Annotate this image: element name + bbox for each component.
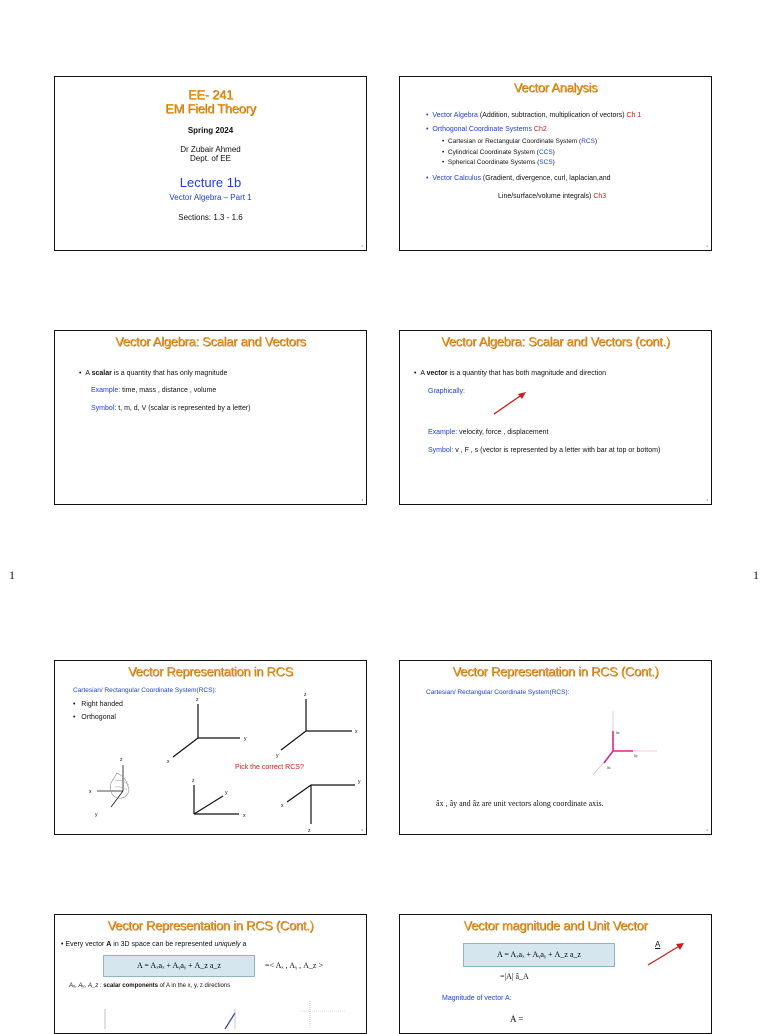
text: A <box>420 370 427 377</box>
bullet-orthogonal: • Orthogonal <box>73 714 116 721</box>
equation: A = Aₓaₓ + Aᵧaᵧ + A_z a_z <box>497 950 581 959</box>
slide-1 <box>54 76 367 251</box>
axes-option-3 <box>192 778 246 819</box>
axis-label: x <box>89 789 92 795</box>
slide-8 <box>399 914 712 1034</box>
vector-A-label: A <box>655 940 661 949</box>
axis-label: z <box>304 692 307 698</box>
axis-label: x <box>355 729 358 735</box>
chapter: Ch2 <box>533 126 547 133</box>
bullet-vector-calculus-line2 <box>498 193 606 200</box>
text: Orthogonal <box>81 714 116 721</box>
vector-A: A <box>106 941 112 948</box>
vector-arrow <box>490 389 530 419</box>
unit-label-x: âx <box>607 765 611 770</box>
label: Symbol: <box>91 405 117 412</box>
bullet-coord-systems <box>426 126 547 133</box>
text: in 3D space can be represented <box>111 941 215 948</box>
term: vector <box>426 370 448 377</box>
page-number-left: 1 <box>9 568 15 582</box>
vector-example <box>428 429 549 436</box>
magnitude-label: Magnitude of vector A: <box>442 995 512 1002</box>
coord-axes-diagram <box>55 661 367 835</box>
paren: ) <box>552 149 555 156</box>
slide-title: Vector Analysis <box>513 80 598 95</box>
vector-equation-box <box>463 943 615 967</box>
axis-label: x <box>243 813 246 819</box>
axis-label: z <box>308 828 311 834</box>
term: Vector Calculus <box>432 175 481 182</box>
term: scalar components <box>103 983 158 989</box>
unit-label-y: ây <box>634 753 638 758</box>
bullet-marker: • <box>426 175 433 182</box>
instructor: Dr Zubair Ahmed <box>180 145 241 154</box>
text: time, mass , distance , volume <box>120 387 217 394</box>
term: Orthogonal Coordinate Systems <box>432 126 534 133</box>
slide-number: 6 <box>706 828 708 832</box>
axis-label: x <box>167 759 170 765</box>
bullet-marker: • <box>426 126 433 133</box>
unit-vectors-diagram <box>585 701 665 786</box>
text: is a quantity that has only magnitude <box>111 370 228 377</box>
axes-option-2 <box>276 692 358 759</box>
term: scalar <box>91 370 112 377</box>
axis-label: z <box>120 757 123 763</box>
sub-text: Cartesian or Rectangular Coordinate System ( <box>447 138 582 145</box>
slide-7 <box>54 914 367 1034</box>
axis-label: x <box>281 803 284 809</box>
desc: (Gradient, divergence, curl, laplacian,and <box>480 175 611 182</box>
abbr: CCS <box>538 149 553 156</box>
sub-scs: • Spherical Coordinate Systems (SCS) <box>442 159 555 166</box>
sub-text: Cylindrical Coordinate System ( <box>447 149 539 156</box>
slide-2 <box>399 76 712 251</box>
symbols: Aₓ, Aᵧ, A_z : <box>69 983 104 989</box>
course-name: EM Field Theory <box>165 101 256 116</box>
text: x , ây and âz are unit vectors along coordinate axis. <box>439 799 604 808</box>
desc: (Addition, subtraction, multiplication of vectors) <box>477 112 627 119</box>
text: v , F , s (vector is represented by a letter with bar at top or bottom) <box>453 447 661 454</box>
text: A <box>85 370 92 377</box>
lecture-title: Lecture 1b <box>179 175 242 190</box>
scalar-symbol <box>91 405 251 412</box>
vector-symbol <box>428 447 660 454</box>
chapter: Ch 1 <box>626 112 642 119</box>
scalar-definition: • A scalar is a quantity that has only magnitude <box>79 370 228 377</box>
bullet-vector-algebra <box>426 112 641 119</box>
magnitude-equation: A = <box>510 1014 524 1024</box>
slide-number: 5 <box>361 828 363 832</box>
abbr: SCS <box>539 159 553 166</box>
unit-vectors-caption <box>436 799 604 808</box>
hat: â <box>436 799 440 808</box>
right-hand-sketch <box>89 757 129 818</box>
pick-question: Pick the correct RCS? <box>235 764 304 771</box>
vector-equation-box <box>103 955 255 977</box>
slide-title: Vector magnitude and Unit Vector <box>463 918 648 933</box>
component-diagrams <box>55 999 367 1029</box>
bullet-marker: • <box>426 112 433 119</box>
text: Right handed <box>81 701 123 708</box>
text: t, m, d, V (scalar is represented by a letter) <box>116 405 251 412</box>
text: is a quantity that has both magnitude and direction <box>447 370 606 377</box>
paren: ) <box>594 138 598 145</box>
page-number-right: 1 <box>753 568 759 582</box>
axis-label: z <box>196 697 199 703</box>
slide-number: 4 <box>706 498 708 502</box>
slide-5 <box>54 660 367 835</box>
slide-6 <box>399 660 712 835</box>
slide-4 <box>399 330 712 505</box>
axis-label: z <box>192 778 195 784</box>
label: Symbol: <box>428 447 454 454</box>
label: Example: <box>428 429 458 436</box>
axis-label: y <box>276 753 279 759</box>
sub-rcs: • Cartesian or Rectangular Coordinate System (RCS) <box>442 138 598 145</box>
axes-option-1 <box>167 697 247 765</box>
axis-label: y <box>95 812 98 818</box>
rcs-subtitle: Cartesian/ Rectangular Coordinate System(RCS): <box>426 689 570 696</box>
text: velocity, force , displacement <box>457 429 549 436</box>
slide-title: Vector Algebra: Scalar and Vectors <box>115 334 306 349</box>
vector-definition: • A vector is a quantity that has both magnitude and direction <box>414 370 606 377</box>
text: Every vector <box>65 941 107 948</box>
term: Vector Algebra <box>432 112 478 119</box>
text: of A in the x, y, z directions <box>157 983 231 989</box>
axis-label: y <box>225 790 228 796</box>
axes-option-4 <box>281 779 361 834</box>
sections: Sections: 1.3 - 1.6 <box>178 213 243 222</box>
paren: ) <box>552 159 555 166</box>
abbr: RCS <box>581 138 595 145</box>
label: Example: <box>91 387 121 394</box>
bullet-vector-calculus <box>426 175 611 182</box>
slide-title: Vector Algebra: Scalar and Vectors (cont.) <box>441 334 670 349</box>
vector-arrow <box>645 940 690 968</box>
equation: A = Aₓaₓ + Aᵧaᵧ + A_z a_z <box>137 961 221 970</box>
scalar-example <box>91 387 216 394</box>
scalar-components-text <box>69 983 230 989</box>
axis-label: y <box>358 779 361 785</box>
department: Dept. of EE <box>190 154 231 163</box>
bullet-right-handed: • Right handed <box>73 701 123 708</box>
every-vector-text: • Every vector A in 3D space can be represented uniquely a <box>61 941 247 948</box>
text: a <box>240 941 247 948</box>
slide-3 <box>54 330 367 505</box>
slide-title: Vector Representation in RCS <box>127 664 294 679</box>
course-code: EE- 241 <box>188 87 233 102</box>
tuple-form: =< Aₓ , Aᵧ , A_z > <box>265 961 323 970</box>
emphasis: uniquely <box>214 941 241 948</box>
slide-number: 1 <box>361 244 363 248</box>
rcs-subtitle: Cartesian/ Rectangular Coordinate System(RCS): <box>73 687 217 694</box>
chapter: Ch3 <box>593 193 607 200</box>
slide-number: 3 <box>361 498 363 502</box>
sub-text: Spherical Coordinate Systems ( <box>447 159 540 166</box>
sub-ccs: • Cylindrical Coordinate System (CCS) <box>442 149 555 156</box>
lecture-subtitle: Vector Algebra – Part 1 <box>169 193 252 202</box>
desc: Line/surface/volume integrals) <box>498 193 594 200</box>
unit-label-z: âz <box>616 730 620 735</box>
slide-number: 2 <box>706 244 708 248</box>
slide-title: Vector Representation in RCS (Cont.) <box>107 918 314 933</box>
slide-title: Vector Representation in RCS (Cont.) <box>452 664 659 679</box>
semester: Spring 2024 <box>187 126 234 135</box>
graphically-label: Graphically: <box>428 388 465 395</box>
magnitude-form: =|A| â_A <box>500 972 529 981</box>
axis-label: y <box>244 736 247 742</box>
